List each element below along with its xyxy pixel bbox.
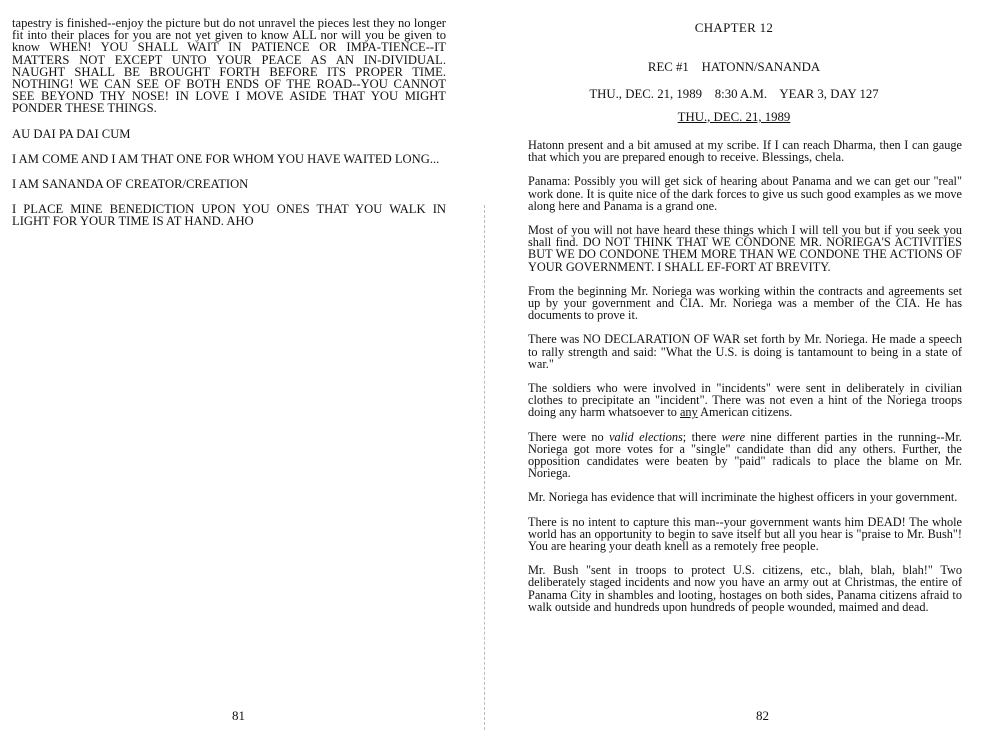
paragraph: tapestry is finished--enjoy the picture but do not unravel the pieces lest they no longer fit into their places for you are not yet given to know ALL nor will you be given to know WHEN! YOU SHALL WAIT IN PATIENCE OR IMPA-TIENCE--IT MATTERS NOT EXCEPT UNTO YOUR PEACE AS AN IN-DIVIDUAL. NAUGHT SHALL BE BROUGHT FORTH BEFORE ITS PROPER TIME. NOTHING! WE CAN SEE OF BOTH ENDS OF THE ROAD--YOU CANNOT SEE BEYOND THY NOSE! IN LOVE I MOVE ASIDE THAT YOU MIGHT PONDER THESE THINGS. [12, 16, 446, 116]
page-number: 82 [756, 708, 769, 723]
paragraph: AU DAI PA DAI CUM [12, 126, 131, 141]
underlined-word: any [679, 405, 698, 420]
paragraph: Most of you will not have heard these things which I will tell you but if you seek you shall find. DO NOT THINK THAT WE CONDONE MR. NORIEGA'S ACTIVITIES BUT WE DO CONDONE THEM MORE THAN WE CONDONE THE ACTIONS OF YOUR GOVERNMENT. I SHALL EF-FORT AT BREVITY. [528, 223, 962, 274]
paragraph: Mr. Noriega has evidence that will incriminate the highest officers in your government. [528, 490, 958, 505]
right-page [486, 0, 982, 734]
text-run: ; there [682, 429, 722, 444]
paragraph: I PLACE MINE BENEDICTION UPON YOU ONES THAT YOU WALK IN LIGHT FOR YOUR TIME IS AT HAND. AHO [12, 202, 446, 229]
paragraph: Mr. Bush "sent in troops to protect U.S. citizens, etc., blah, blah, blah!" Two deliberately staged incidents and now you have an army out at Christmas, the entire of Panama City in shambles and looting, hostages on both sides, Panama citizens afraid to walk outside and hundreds upon hundreds of people wounded, maimed and dead. [528, 563, 962, 614]
page-number: 81 [232, 708, 245, 723]
chapter-heading: CHAPTER 12 [694, 20, 774, 35]
italic-word: were [721, 429, 746, 444]
paragraph: From the beginning Mr. Noriega was working within the contracts and agreements set up by your government and CIA. Mr. Noriega was a member of the CIA. He has documents to prove it. [528, 283, 962, 323]
recording-line: REC #1 HATONN/SANANDA [647, 60, 821, 74]
text-run: American citizens. [697, 405, 793, 420]
date-subheading-text: THU., DEC. 21, 1989 [677, 110, 791, 124]
text-run: nine different parties in the running--Mr. Noriega got more votes for a "single" candidate than did any others. Further, the opposition candidates were beaten by "paid" radicals to place the blame on Mr. Noriega. [528, 429, 962, 481]
right-page-text [528, 139, 962, 625]
date-subheading [486, 110, 982, 125]
text-run: The soldiers who were involved in "incidents" were sent in deliberately in civilian clothes to precipitate an "incident". There was not even a hint of the Noriega troops doing any harm whatsoever to [528, 381, 962, 420]
paragraph: Panama: Possibly you will get sick of hearing about Panama and we can get our "real" work done. It is quite nice of the dark forces to give us such good examples as we move along here and Panama is a grand one. [528, 174, 962, 213]
paragraph: There was NO DECLARATION OF WAR set forth by Mr. Noriega. He made a speech to rally strength and said: "What the U.S. is doing is tantamount to being in a state of war." [528, 332, 962, 371]
paragraph: I AM COME AND I AM THAT ONE FOR WHOM YOU HAVE WAITED LONG... [12, 151, 440, 166]
page-gutter-divider [484, 205, 485, 730]
paragraph [528, 382, 962, 419]
left-page-text [12, 17, 446, 241]
date-time-line: THU., DEC. 21, 1989 8:30 A.M. YEAR 3, DAY 127 [589, 87, 879, 101]
italic-phrase: valid elections [609, 429, 683, 444]
text-run: There were no [528, 429, 610, 444]
paragraph: I AM SANANDA OF CREATOR/CREATION [12, 177, 249, 192]
left-page [0, 0, 482, 734]
paragraph: There is no intent to capture this man--your government wants him DEAD! The whole world has an opportunity to begin to save itself but all you hear is "praise to Mr. Bush"! You are hearing your death knell as a remotely free people. [528, 514, 962, 554]
paragraph [528, 431, 962, 480]
paragraph: Hatonn present and a bit amused at my scribe. If I can reach Dharma, then I can gauge that which you are prepared enough to receive. Blessings, chela. [528, 138, 962, 165]
